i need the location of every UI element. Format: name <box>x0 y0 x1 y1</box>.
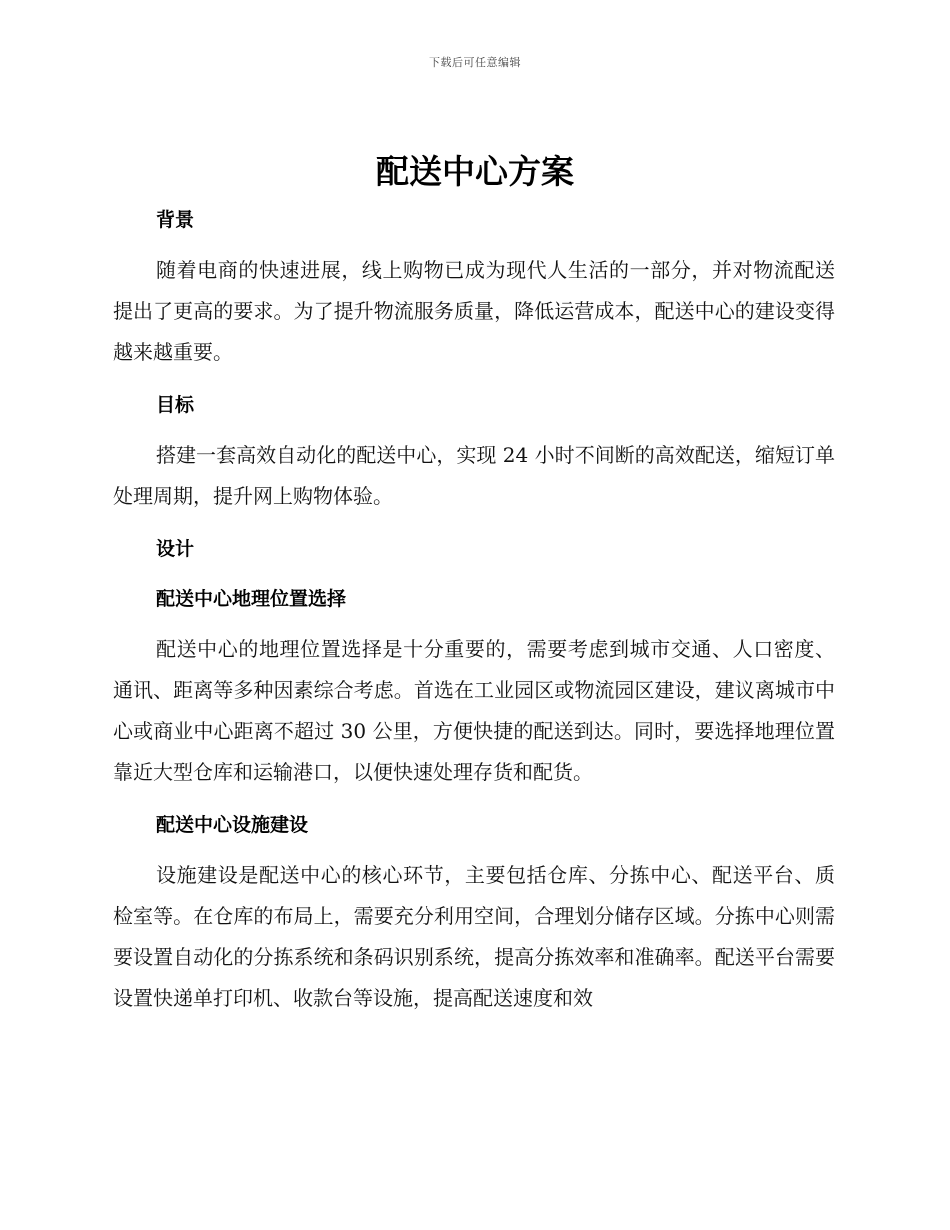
section-heading-background: 背景 <box>156 209 195 231</box>
document-title: 配送中心方案 <box>376 152 574 191</box>
section-heading-design: 设计 <box>156 538 195 560</box>
document-body <box>113 202 835 1019</box>
section-paragraph-location: 配送中心的地理位置选择是十分重要的，需要考虑到城市交通、人口密度、通讯、距离等多种因素综合考虑。首选在工业园区或物流园区建设，建议离城市中心或商业中心距离不超过 30 公里，方便快捷的配送到达。同时，要选择地理位置靠近大型仓库和运输港口，以便快速处理存货和配货。 <box>113 637 835 784</box>
section-heading-facilities: 配送中心设施建设 <box>156 814 309 836</box>
page-header-note: 下载后可任意编辑 <box>429 56 521 69</box>
section-heading-goal: 目标 <box>156 394 195 416</box>
section-heading-location: 配送中心地理位置选择 <box>156 588 347 610</box>
section-paragraph-goal: 搭建一套高效自动化的配送中心，实现 24 小时不间断的高效配送，缩短订单处理周期，提升网上购物体验。 <box>113 443 835 508</box>
section-paragraph-background: 随着电商的快速进展，线上购物已成为现代人生活的一部分，并对物流配送提出了更高的要求。为了提升物流服务质量，降低运营成本，配送中心的建设变得越来越重要。 <box>113 258 835 364</box>
section-paragraph-facilities: 设施建设是配送中心的核心环节，主要包括仓库、分拣中心、配送平台、质检室等。在仓库的布局上，需要充分利用空间，合理划分储存区域。分拣中心则需要设置自动化的分拣系统和条码识别系统，提高分拣效率和准确率。配送平台需要设置快递单打印机、收款台等设施，提高配送速度和效 <box>113 863 835 1010</box>
